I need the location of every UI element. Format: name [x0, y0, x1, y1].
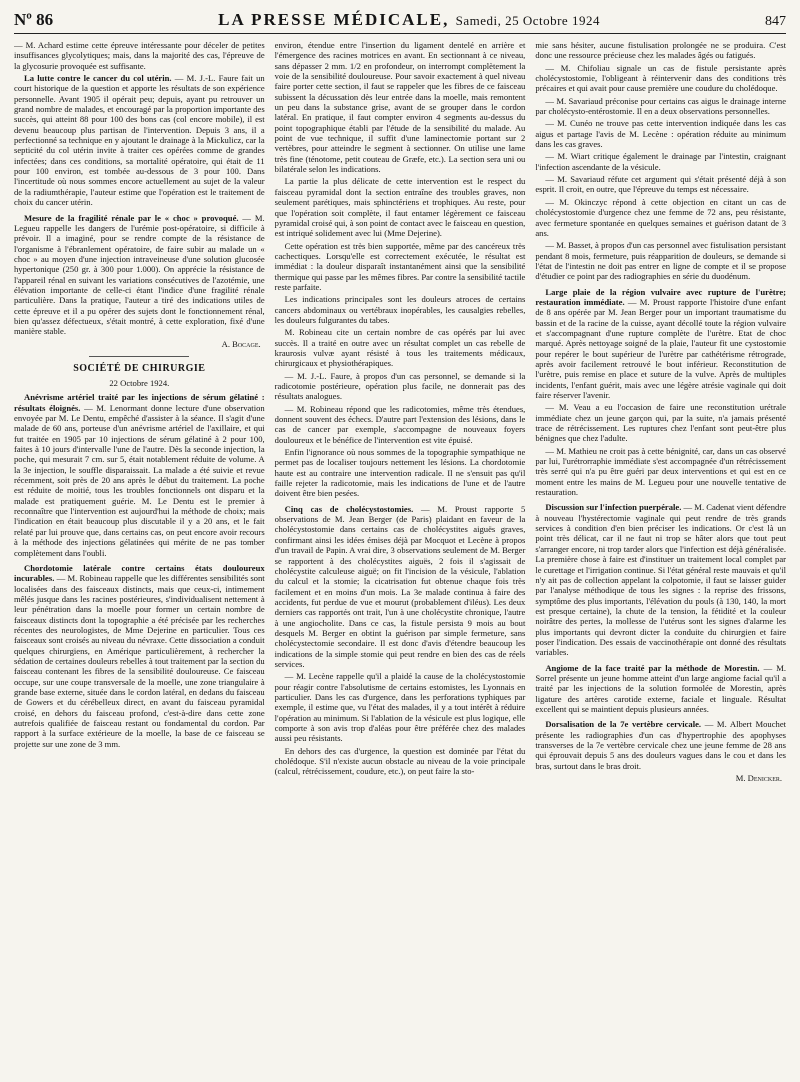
paragraph: Enfin l'ignorance où nous sommes de la topographie sympathique ne permet pas de localiser toujours nettement les lésions. La chordotomie haute est au contraire une intervention radicale. Il ne s'ensuit pas qu'il faille rejeter la radicotomie, mais les indications de l'une et de l'autre doivent être bien pesées.: [274, 447, 526, 499]
paragraph: — M. Savariaud réfute cet argument qui s'était présenté déjà à son esprit. Il croit, en outre, que l'épreuve du temps est nécessaire.: [535, 174, 786, 195]
paragraph: — M. Veau a eu l'occasion de faire une reconstitution urétrale immédiate chez un jeune garçon qui, par la suite, n'a jamais présenté trace de rétrécissement. Les ruptures chez l'enfant sont peut-être plus bénignes que chez l'adulte.: [535, 402, 786, 444]
paragraph: mie sans hésiter, aucune fistulisation prolongée ne se produira. C'est donc une ressource précieuse chez les malades âgés ou fatigués.: [535, 40, 786, 61]
article: [14, 73, 265, 207]
article: [14, 563, 265, 749]
paragraph: — M. Achard estime cette épreuve intéressante pour déceler de petites insuffisances glycolytiques; mais, dans la majorité des cas, l'épreuve de la glycosurie provoquée est suffisante.: [14, 40, 265, 71]
paragraph: Les indications principales sont les douleurs atroces de certains cancers abdominaux ou vertébraux inopérables, les causalgies rebelles, les douleurs fulgurantes du tabes.: [274, 294, 526, 325]
issue-number: Nº 86: [14, 10, 54, 29]
article-heading: Dorsalisation de la 7e vertèbre cervicale.: [545, 719, 702, 730]
paragraph: — M. Mathieu ne croit pas à cette bénignité, car, dans un cas observé par lui, l'urétrorraphie immédiate s'est accompagnée d'un rétrécissement très serré qui n'a pu être guéri par deux interventions et qui est en ce moment entre les mains de M. Legueu pour une nouvelle tentative de restauration.: [535, 445, 786, 498]
paragraph: La partie la plus délicate de cette intervention est le respect du faisceau pyramidal dont la section entraîne des troubles graves, non seulement parétiques, mais sphinctériens et trophiques. Au reste, pour que l'opération soit complète, il faut entamer légèrement ce faisceau pyramidal croisé qui, à son point de contact avec le faisceau en question, est intriqué solidement avec lui (Mme Dejerine).: [274, 176, 526, 239]
article-body: — M. Robineau rappelle que les différentes sensibilités sont localisées dans des faisceaux distincts, mais que ceux-ci, intimement mêlés jusque dans les racines postérieures, s'individualisent nettement à leur pénétration dans la moelle pour former un certain nombre de faisceaux distincts dont la topographie a été précisée par les recherches récentes des neurologistes, de Mme Dejerine en particulier. Tous ces faisceaux sont croisés au niveau du névraxe. Cette dissociation a conduit quelques chirurgiens, en Amérique particulièrement, à rechercher la sédation de certaines douleurs rebelles à tout traitement par la section du faisceau contenant les fibres de la sensibilité douloureuse. Ce faisceau occupe, sur une coupe transversale de la moelle, une zone triangulaire à grande base externe, située dans le cordon latéral, en dedans du faisceau de Gowers et du cérébelleux direct, en avant du faisceau pyramidal croisé, en dehors du faisceau profond, c'est-à-dire dans cette zone autrefois qualifiée de faisceau restant ou fondamental du cordon. Par rapport à la surface extérieure de la moelle, la base de ce faisceau se projette sur une zone de 3 mm.: [14, 573, 265, 749]
article-heading: Mesure de la fragilité rénale par le « choc » provoqué.: [24, 212, 239, 223]
paragraph: — M. Savariaud préconise pour certains cas aigus le drainage interne par cholécysto-entérostomie. Il en a deux observations personnelles.: [535, 95, 786, 117]
article-body: — M. Lenormant donne lecture d'une observation envoyée par M. Le Dentu, empêché d'assister à la séance. Il s'agit d'une malade de 60 ans, porteuse d'un anévrisme artériel de l'axillaire, et qui fut traitée en 1905 par 10 injections de sérum gélatiné à 2 pour 100, faites à 10 jours d'intervalle l'une de l'autre. Dès la seconde injection, la poche, qui mesurait 7 cm. sur 5, était notablement réduite de volume. A la 3e injection, le souffle disparaissait. La malade a été suivie et revue récemment, soit près de 20 ans après le début du traitement. La poche est réduite de moitié, tous les troubles fonctionnels ont disparu et la malade est pratiquement guérie. M. Le Dentu est le premier à reconnaître que l'intervention est aujourd'hui la méthode de choix; mais l'indication en était beaucoup plus discutable il y a 20 ans, et le fait relaté par lui prouve que, dans certains cas, on peut encore avoir recours à la méthode des injections gélatinées qui mérite de ne pas tomber complètement dans l'oubli.: [14, 402, 265, 558]
article-body: — M. Sorrel présente un jeune homme atteint d'un large angiome facial qu'il a traité par les injections de la solution formolée de Morestin, après ligature des artères carotide externe, faciale et linguale. Résultat excellent qui se maintient depuis plusieurs années.: [535, 662, 786, 714]
article-heading: La lutte contre le cancer du col utérin.: [24, 73, 172, 84]
issue-date: Samedi, 25 Octobre 1924: [455, 13, 600, 28]
article-heading: Anévrisme artériel traité par les injections de sérum gélatiné : résultats éloignés.: [14, 392, 265, 413]
article: [535, 719, 786, 771]
paragraph: — M. Wiart critique également le drainage par l'intestin, craignant l'infection ascendante de la vésicule.: [535, 151, 786, 172]
paragraph: — M. Okinczyc répond à cette objection en citant un cas de cholécystostomie d'urgence chez une femme de 72 ans, peu résistante, avec fermeture spontanée en quelques semaines et guérison datant de 3 ans.: [535, 196, 786, 238]
author-signature: A. Bocage.: [221, 338, 261, 349]
article-body: — M. Legueu rappelle les dangers de l'urémie post-opératoire, si difficile à prévoir. Il a imaginé, pour se rendre compte de la résistance de l'organisme à l'ébranlement opératoire, de faire subir au malade un « choc » au moyen d'une injection intraveineuse d'une solution glucosée hypertonique (250 gr. à 300 pour 1.000). On apprécie la résistance de l'appareil rénal en suivant les variations consécutives de l'azotémie, une élévation importante de celle-ci étant l'indice d'une fragilité rénale particulière. Dans la pratique, l'auteur a tiré des indications utiles de cette épreuve et il a pu opérer des sujets dont le fonctionnement rénal, bien qu'assez défectueux, s'était montré, à cette exploration, fixé d'une manière stable.: [14, 212, 265, 337]
paragraph: environ, étendue entre l'insertion du ligament dentelé en arrière et l'émergence des racines motrices en avant. En sectionnant à ce niveau, sans dépasser 2 mm. 1/2 en profondeur, on interrompt complètement la voie de la sensibilité douloureuse. Pour savoir exactement à quel niveau faire porter cette section, il faut se rappeler que les fibres de ce faisceau subissent la décussation dès leur entrée dans la moelle, mais remontent un peu dans la substance grise, avant de se grouper dans le cordon latéral. En pratique, il faut compter environ 4 segments au-dessus du point topographique établi par l'étude de la sensibilité du malade. Au point de vue technique, il suffit d'une laminectomie portant sur 2 vertèbres, pour atteindre le segment à sectionner. On utilise une lame très fine (ténotome, petit couteau de Græfe, etc.). La section sera uni ou bilatérale selon les indications.: [274, 40, 526, 175]
article: [535, 502, 786, 657]
article-heading: Discussion sur l'infection puerpérale.: [545, 502, 682, 513]
article: [14, 213, 265, 337]
article: [275, 504, 526, 670]
paragraph: — M. Basset, à propos d'un cas personnel avec fistulisation persistant pendant 8 mois, fermeture, puis réapparition de douleurs, se demande si l'état de l'intestin ne doit pas entrer en ligne de compte et il se propose d'étudier ce point par des radiographies en série du duodénum.: [535, 240, 786, 282]
author-signature: M. Denicker.: [735, 773, 783, 784]
article: [535, 663, 786, 715]
columns: [14, 40, 786, 1072]
paragraph: — M. Lecène rappelle qu'il a plaidé la cause de la cholécystostomie pour réagir contre l'absolutisme de certains estomistes, les Lyonnais en particulier. Dans les cas d'urgence, dans les perforations typhiques par exemple, il estime que, vu l'état des malades, il y a tout intérêt à réduire l'opération au minimum. Si l'ablation de la vésicule est plus logique, elle comporte à son avis trop d'aléas pour être préférée chez des malades aussi peu résistants.: [274, 671, 526, 744]
article-body: — M. Proust rapporte l'histoire d'une enfant de 8 ans opérée par M. Jean Berger pour un important traumatisme du bassin et de la racine de la cuisse, ayant décollé toute la région vulvaire et s'accompagnant d'une rupture complète de l'urètre. Etat de choc marqué. Après nettoyage soigné de la plaie, l'auteur fit une cystostomie pour repérer le bout supérieur de l'urètre par cathétérisme rétrograde, après avoir facilement retrouvé le bout inférieur. Reconstitution de l'urètre, puis remise en place et suture de la vulve. Après de multiples incidents, l'enfant guérit, mais avec une légère atrésie vaginale qui doit faire réserver l'avenir.: [535, 296, 786, 400]
article-body: — M. Albert Mouchet présente les radiographies d'un cas d'hypertrophie des apophyses transverses de la 7e vertèbre cervicale chez une jeune femme de 28 ans qui éprouvait depuis 5 ans des douleurs vagues dans le cou et dans les bras, surtout dans le bras droit.: [535, 719, 786, 771]
article-body: — M. J.-L. Faure fait un court historique de la question et apporte les résultats de son expérience personnelle. Avant 1905 il opérait peu; depuis, ayant pu retrouver un grand nombre de malades, et encouragé par la proportion importante des succès, qui atteint 88 pour 100 des bons cas (col encore mobile), il est devenu beaucoup plus partisan de l'intervention. Depuis 3 ans, il a perfectionné sa technique en y ajoutant le drainage à la Mickulicz, car la septicité du col utérin invite à traiter ces opérées comme de grandes infectées; dans ces conditions, sa mortalité opératoire, qui était de 11 pour 100 environ, est tombée au-dessous de 3 pour 100. Dans l'incertitude où nous sommes encore actuellement au sujet de la valeur de la radiumthérapie, l'auteur estime que l'opération est le traitement de choix du cancer utérin.: [14, 73, 265, 208]
article: [14, 392, 265, 558]
article-heading: Cinq cas de cholécystostomies.: [284, 503, 414, 514]
paragraph: — M. J.-L. Faure, à propos d'un cas personnel, se demande si la radicotomie postérieure, opération plus facile, ne donnerait pas des résultats analogues.: [274, 370, 526, 402]
article-body: — M. Proust rapporte 5 observations de M. Jean Berger (de Paris) plaidant en faveur de la cholécystostomie dans certains cas de cholécystites aiguës graves, confirmant ainsi les idées émises déjà par Mocquot et Lecène à propos d'un travail de Papin. A vrai dire, 3 observations seulement de M. Berger se rapportent à des cholécystites aiguës, 2 fois il s'agissait de cholécystite calculeuse aiguë; on fit l'incision de la vésicule, l'ablation du calcul et la stomie; la cicatrisation fut obtenue chaque fois très facilement et en moins d'un mois. La 3e malade continua à faire des accidents, fut perdue de vue et mourut (probablement d'iléus). Les deux derniers cas rapportés ont trait, l'un à une cholécystite chronique, l'autre à une angiocholite. Dans ce cas, la fistule persista 9 mois au bout desquels M. Berger en obtint la guérison par simple fermeture, sans cholécystectomie secondaire. Il est donc d'avis d'étendre beaucoup les indications de la simple stomie qui peut rendre en bien des cas de réels services.: [274, 503, 526, 669]
article-heading: Chordotomie latérale contre certains états douloureux incurables.: [14, 562, 265, 584]
paragraph: M. Robineau cite un certain nombre de cas opérés par lui avec succès. Il a traité en outre avec un résultat complet un cas rebelle de kraurosis vulvæ ayant résisté à tous les traitements médicaux, chirurgicaux et physiothérapiques.: [274, 327, 526, 369]
paragraph: — M. Chifoliau signale un cas de fistule persistante après cholécystostomie, l'obligeant à réintervenir dans des conditions très précaires et qui avait pour cause première une coudure du cholédoque.: [535, 62, 786, 94]
paragraph: — M. Cunéo ne trouve pas cette intervention indiquée dans les cas aigus et partage l'avis de M. Lecène : opération réduite au minimum dans les cas graves.: [535, 118, 786, 150]
article: [535, 287, 786, 401]
section-divider: [89, 356, 189, 357]
column-2: [275, 40, 526, 1072]
paragraph: Cette opération est très bien supportée, même par des cancéreux très cachectiques. Lorsqu'elle est correctement exécutée, le résultat est immédiat : la douleur disparaît instantanément ainsi que la sensibilité thermique qui passe par les mêmes fibres. Par contre la sensibilité tactile reste parfaite.: [274, 240, 526, 292]
column-1: [14, 40, 265, 1072]
section-title: SOCIÉTÉ DE CHIRURGIE: [73, 362, 206, 374]
article-heading: Angiome de la face traité par la méthode de Morestin.: [545, 662, 760, 673]
page-number: 847: [764, 14, 786, 29]
section-date: 22 Octobre 1924.: [109, 378, 170, 389]
masthead: [218, 10, 600, 30]
article-heading: Large plaie de la région vulvaire avec rupture de l'urètre; restauration immédiate.: [535, 286, 786, 307]
page-header: [14, 0, 786, 34]
article-body: — M. Cadenat vient défendre à nouveau l'hystérectomie vaginale qui peut rendre de très grands services à condition d'en bien préciser les indications. Or c'est là un point très délicat, car il ne faut ni trop se hâter alors que tout peut s'arranger encore, ni trop tarder alors que l'infection est déjà généralisée. La première chose à faire est d'instituer un traitement local complet par le curettage et l'irrigation continue. Si l'état général reste mauvais et qu'il n'y ait pas de collection appelant la colpotomie, il faut se laisser guider par l'analyse méthodique de tous les signes : la reprise des frissons, symptôme des plus importants, l'élévation du pouls (à 130, 140, la mort est presque certaine), la chute de la tension, la fétidité et la couleur noirâtre des pertes, la mollesse de l'utérus sont les signes d'alarme les plus importants qui devront dicter la conduite du chirurgien et faire poser l'indication. Des essais de vaccinothérapie ont donné des résultats variables.: [535, 502, 786, 658]
paragraph: — M. Robineau répond que les radicotomies, même très étendues, donnent souvent des échecs. D'autre part l'extension des lésions, dans le cas de cancer par exemple, s'accompagne de nouveaux foyers douloureux et le bénéfice de l'intervention est vite épuisé.: [274, 403, 526, 445]
publication-name: LA PRESSE MÉDICALE,: [218, 10, 450, 29]
paragraph: En dehors des cas d'urgence, la question est dominée par l'état du cholédoque. S'il n'existe aucun obstacle au niveau de la voie principale (calcul, rétrécissement, coudure, etc.), on peut faire la sto-: [274, 745, 526, 777]
column-3: [535, 40, 786, 1072]
